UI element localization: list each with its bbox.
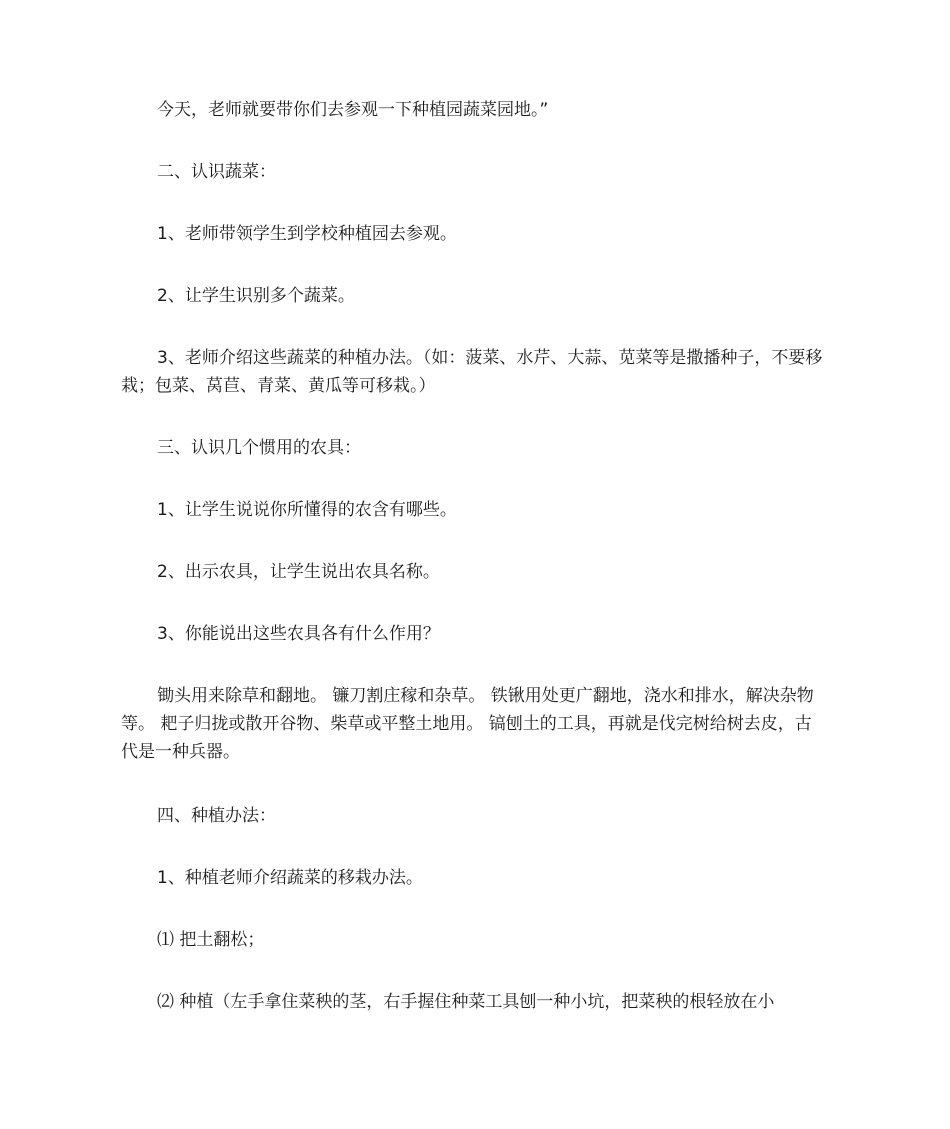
list-item: ⑵ 种植（左手拿住菜秧的茎，右手握住种菜工具刨一种小坑，把菜秧的根轻放在小 — [157, 992, 775, 1012]
list-item: 2、让学生识别多个蔬菜。 — [157, 286, 355, 306]
heading-planting-methods: 四、种植办法： — [157, 806, 276, 826]
paragraph-tool-uses: 锄头用来除草和翻地。 镰刀割庄稼和杂草。 铁锹用处更广翻地，浇水和排水，解决杂物等。 耙子归拢或散开谷物、柴草或平整土地用。 镐刨土的工具，再就是伐完树给树去皮，古代是一种兵器。 — [121, 686, 814, 762]
heading-farm-tools: 三、认识几个惯用的农具： — [157, 438, 361, 458]
list-item: 1、让学生说说你所懂得的农含有哪些。 — [157, 500, 457, 520]
list-item: 1、种植老师介绍蔬菜的移栽办法。 — [157, 868, 423, 888]
list-item: 1、老师带领学生到学校种植园去参观。 — [157, 224, 457, 244]
list-item: 3、你能说出这些农具各有什么作用？ — [157, 624, 440, 644]
list-item: 3、老师介绍这些蔬菜的种植办法。（如：菠菜、水芹、大蒜、苋菜等是撒播种子，不要移栽；包菜、莴苣、青菜、黄瓜等可移栽。） — [121, 348, 823, 396]
list-item: ⑴ 把土翻松； — [157, 930, 265, 950]
list-item: 2、出示农具，让学生说出农具名称。 — [157, 562, 440, 582]
paragraph-intro: 今天，老师就要带你们去参观一下种植园蔬菜园地。” — [157, 100, 549, 120]
heading-recognize-vegetables: 二、认识蔬菜： — [157, 162, 276, 182]
